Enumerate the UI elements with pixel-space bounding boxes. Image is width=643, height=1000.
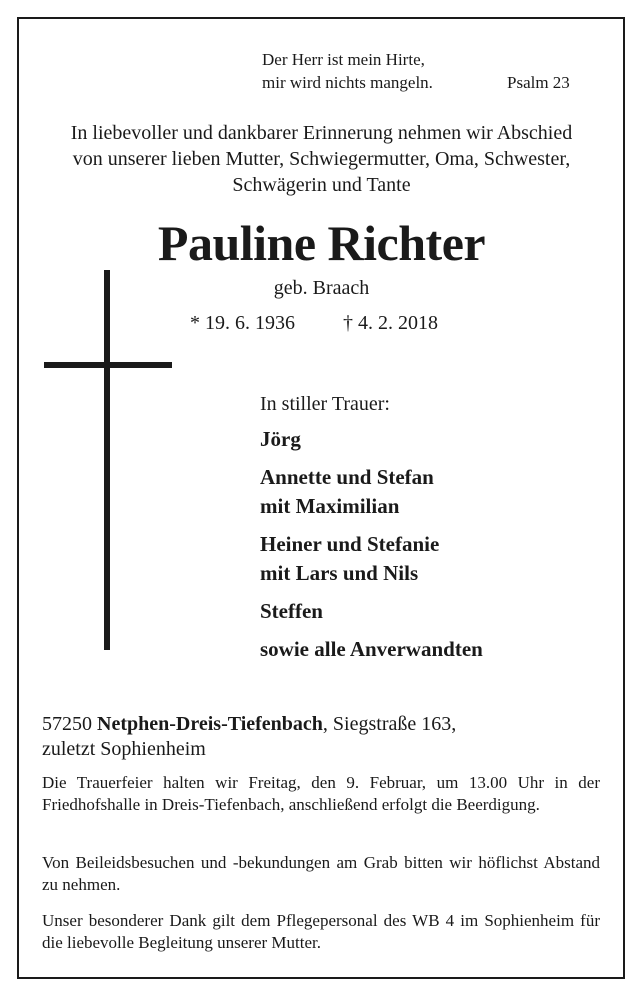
psalm-line-2: mir wird nichts mangeln. — [262, 73, 433, 92]
intro-text — [30, 120, 613, 198]
mourner-group — [260, 530, 483, 588]
intro-line-2: von unserer lieben Mutter, Schwiegermutter, Oma, Schwester, — [72, 148, 571, 170]
death-date: † 4. 2. 2018 — [343, 312, 438, 334]
mourner-line: Annette und Stefan — [260, 465, 434, 489]
address — [42, 712, 602, 762]
mourner-group — [260, 635, 483, 664]
mourning-heading: In stiller Trauer: — [260, 393, 390, 415]
cross-icon — [104, 270, 110, 650]
deceased-name: Pauline Richter — [157, 215, 486, 271]
mourner-group — [260, 463, 483, 521]
mourners-list — [260, 425, 483, 673]
mourner-line: mit Lars und Nils — [260, 561, 419, 585]
intro-line-3: Schwägerin und Tante — [232, 174, 411, 196]
address-line-2: zuletzt Sophienheim — [42, 738, 206, 760]
mourner-line: Steffen — [260, 599, 323, 623]
maiden-name: geb. Braach — [273, 277, 370, 299]
mourner-line: Jörg — [260, 427, 301, 451]
psalm-reference: Psalm 23 — [507, 73, 570, 92]
postcode: 57250 — [42, 713, 92, 735]
mourner-line: Heiner und Stefanie — [260, 532, 440, 556]
birth-date: * 19. 6. 1936 — [190, 312, 295, 334]
address-line-1 — [42, 712, 602, 737]
mourner-line: sowie alle Anverwandten — [260, 637, 483, 661]
funeral-notice: Die Trauerfeier halten wir Freitag, den 9. Februar, um 13.00 Uhr in der Friedhofshalle in Dreis-Tiefenbach, anschließend erfolgt die Beerdigung. — [42, 773, 600, 814]
psalm-quote — [262, 48, 433, 94]
condolence-notice: Von Beileidsbesuchen und -bekundungen am Grab bitten wir höflichst Abstand zu nehmen. — [42, 853, 600, 894]
mourner-group — [260, 597, 483, 626]
mourner-line: mit Maximilian — [260, 494, 400, 518]
psalm-line-1: Der Herr ist mein Hirte, — [262, 50, 425, 69]
mourner-group — [260, 425, 483, 454]
thanks-notice: Unser besonderer Dank gilt dem Pflegepersonal des WB 4 im Sophienheim für die liebevolle Begleitung unserer Mutter. — [42, 911, 600, 952]
cross-icon-bar — [44, 362, 172, 368]
street: , Siegstraße 163, — [322, 713, 457, 735]
town: Netphen-Dreis-Tiefenbach — [97, 713, 323, 735]
intro-line-1: In liebevoller und dankbarer Erinnerung nehmen wir Abschied — [70, 122, 573, 144]
